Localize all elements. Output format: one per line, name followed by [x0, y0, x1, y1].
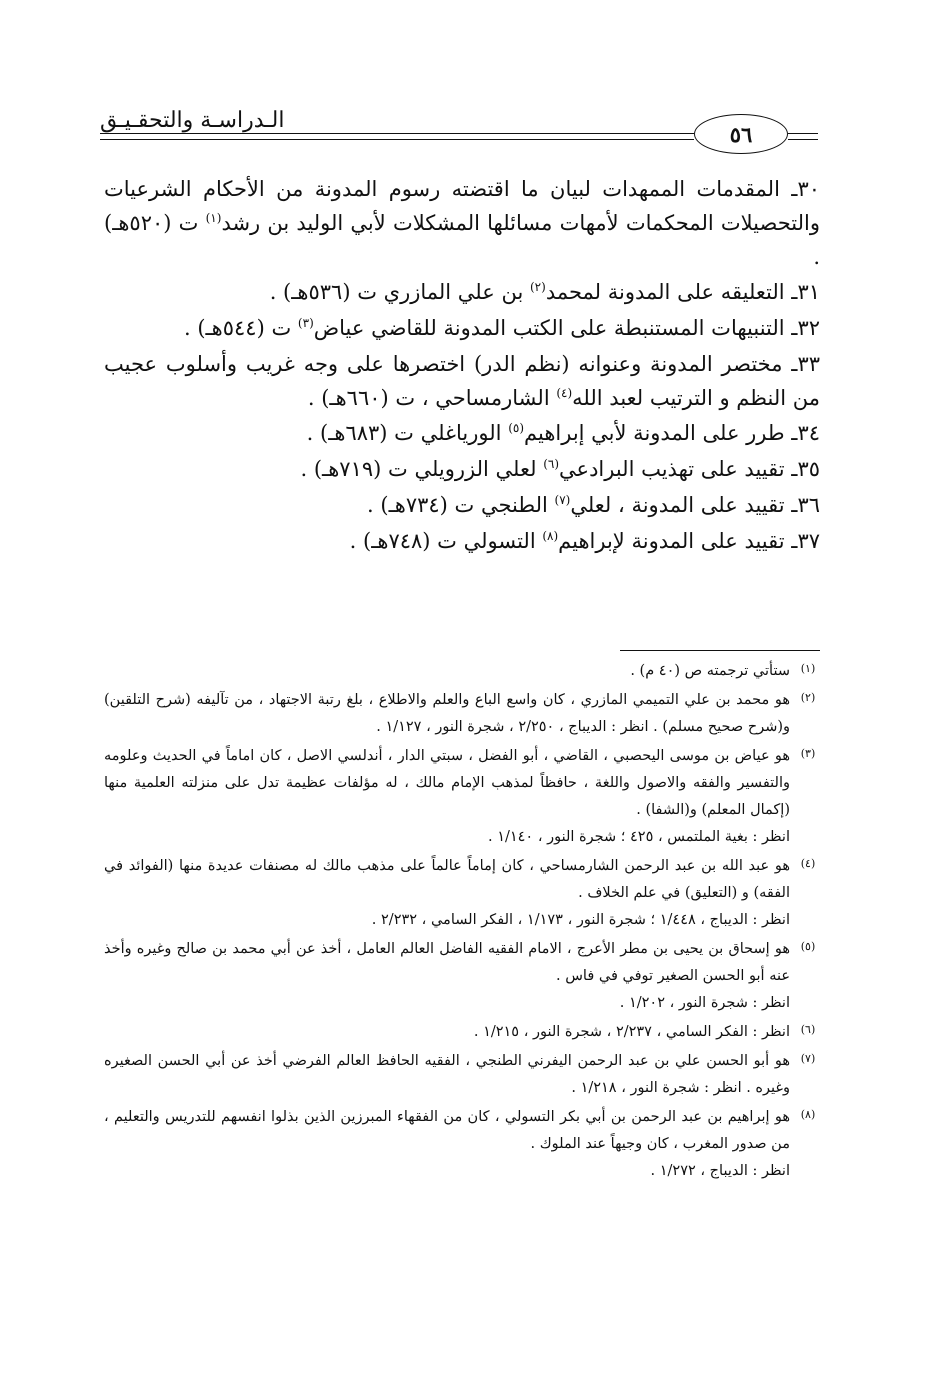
footnote-ref: (٤): [556, 386, 573, 400]
footnote-text: انظر : الفكر السامي ، ٢/٢٣٧ ، شجرة النور ، ١/٢١٥ .: [473, 1024, 790, 1040]
header-rule-right: [788, 133, 818, 134]
page-number-text: ٥٦: [729, 121, 753, 147]
footnote-number: (٤): [800, 857, 816, 870]
entry-35: ٣٥ـ تقييد على تهذيب البرادعي$^{(٦)}$ لعلي الزرويلي ت (٧١٩هـ) .: [300, 457, 820, 481]
running-title: الـدراسـة والتحقـيـق: [100, 108, 285, 133]
footnote-ref: (٥): [508, 421, 525, 435]
footnote-ref: (٦): [543, 457, 560, 471]
footnotes: [104, 658, 820, 1187]
entry-36: ٣٦ـ تقييد على المدونة ، لعلي$^{(٧)}$ الطنجي ت (٧٣٤هـ) .: [367, 493, 820, 517]
footnote-number: (٦): [800, 1023, 816, 1036]
footnote-3: [104, 743, 820, 851]
footnote-text: هو محمد بن علي التميمي المازري ، كان واسع الباع والعلم والاطلاع ، بلغ رتبة الاجتهاد ، من تآليفه (شرح التلقين) و(شرح صحيح مسلم) . انظر : الديباج ، ٢/٢٥٠ ، شجرة النور ، ١/١٢٧ .: [104, 692, 790, 735]
footnote-text: هو عياض بن موسى اليحصبي ، القاضي ، أبو الفضل ، سبتي الدار ، أندلسي الاصل ، كان اماماً في الحديث وعلومه والتفسير والفقه والاصول واللغة ، حافظاً لمذهب الإمام مالك ، له مؤلفات عظيمة تدل على منزلته العلمية منها (إكمال المعلم) و(الشفا) .: [104, 748, 790, 818]
footnote-source: انظر : بغية الملتمس ، ٤٢٥ ؛ شجرة النور ، ١/١٤٠ .: [487, 829, 790, 845]
footnote-separator: [620, 650, 820, 651]
footnote-ref: (٨): [542, 529, 559, 543]
footnote-source: انظر : الديباج ، ١/٢٧٢ .: [650, 1163, 790, 1179]
footnote-5: [104, 936, 820, 1017]
footnote-ref: (٣): [297, 316, 314, 330]
footnote-source: انظر : الديباج ، ١/٤٤٨ ؛ شجرة النور ، ١/١٧٣ ، الفكر السامي ، ٢/٢٣٢ .: [371, 912, 790, 928]
footnote-6: [104, 1019, 820, 1046]
footnote-source: انظر : شجرة النور ، ١/٢٠٢ .: [619, 995, 790, 1011]
footnote-number: (٨): [800, 1108, 816, 1121]
entry-32: ٣٢ـ التنبيهات المستنبطة على الكتب المدونة للقاضي عياض$^{(٣)}$ ت (٥٤٤هـ) .: [183, 316, 820, 340]
footnote-1: [104, 658, 820, 685]
footnote-ref: (٢): [529, 280, 546, 294]
entry-34: ٣٤ـ طرر على المدونة لأبي إبراهيم$^{(٥)}$ الورياغلي ت (٦٨٣هـ) .: [306, 421, 820, 445]
footnote-4: [104, 853, 820, 934]
entry-37: ٣٧ـ تقييد على المدونة لإبراهيم$^{(٨)}$ التسولي ت (٧٤٨هـ) .: [349, 529, 820, 553]
footnote-text: هو أبو الحسن علي بن عبد الرحمن اليفرني الطنجي ، الفقيه الحافظ العالم الفرضي أخذ عن أبي الحسن الصغيره وغيره . انظر : شجرة النور ، ١/٢١٨ .: [104, 1053, 790, 1096]
header-rule: [100, 133, 694, 134]
footnote-text: هو إسحاق بن يحيى بن مطر الأعرج ، الامام الفقيه الفاضل العالم العامل ، أخذ عن أبي محمد بن صالح وغيره وأخذ عنه أبو الحسن الصغير توفي في فاس .: [104, 941, 790, 984]
footnote-8: [104, 1104, 820, 1185]
header-rule-thin: [100, 139, 694, 140]
page-number: [694, 114, 788, 154]
header-rule-right-thin: [788, 139, 818, 140]
entry-33: ٣٣ـ مختصر المدونة وعنوانه (نظم الدر) اختصرها على وجه غريب وأسلوب عجيب من النظم و الترتيب لعبد الله$^{(٤)}$ الشارمساحي ، ت (٦٦٠هـ) .: [104, 352, 820, 410]
footnote-text: هو إبراهيم بن عبد الرحمن بن أبي بكر التسولي ، كان من الفقهاء المبرزين الذين بذلوا انفسهم للتدريس والتعليم ، من صدور المغرب ، كان وجيهاً عند الملوك .: [104, 1109, 790, 1152]
footnote-number: (٥): [800, 940, 816, 953]
footnote-text: ستأتي ترجمته ص (٤٠ م) .: [630, 663, 790, 679]
entry-31: ٣١ـ التعليقه على المدونة لمحمد$^{(٢)}$ بن علي المازري ت (٥٣٦هـ) .: [269, 280, 820, 304]
footnote-number: (٢): [800, 691, 816, 704]
footnote-number: (٣): [800, 747, 816, 760]
footnote-ref: (٧): [554, 493, 571, 507]
footnote-2: [104, 687, 820, 741]
footnote-text: هو عبد الله بن عبد الرحمن الشارمساحي ، كان إماماً عالماً على مذهب مالك له مصنفات عديدة منها (الفوائد في الفقه) و (التعليق) في علم الخلاف .: [104, 858, 790, 901]
footnote-ref: (١): [205, 211, 222, 225]
footnote-7: [104, 1048, 820, 1102]
footnote-number: (١): [800, 662, 816, 675]
footnote-number: (٧): [800, 1052, 816, 1065]
entries-list: [104, 172, 820, 560]
entry-30: ٣٠ـ المقدمات الممهدات لبيان ما اقتضته رسوم المدونة من الأحكام الشرعيات والتحصيلات المحكمات لأمهات مسائلها المشكلات لأبي الوليد بن رشد$^{(١)}$ ت (٥٢٠هـ) .: [104, 177, 820, 269]
